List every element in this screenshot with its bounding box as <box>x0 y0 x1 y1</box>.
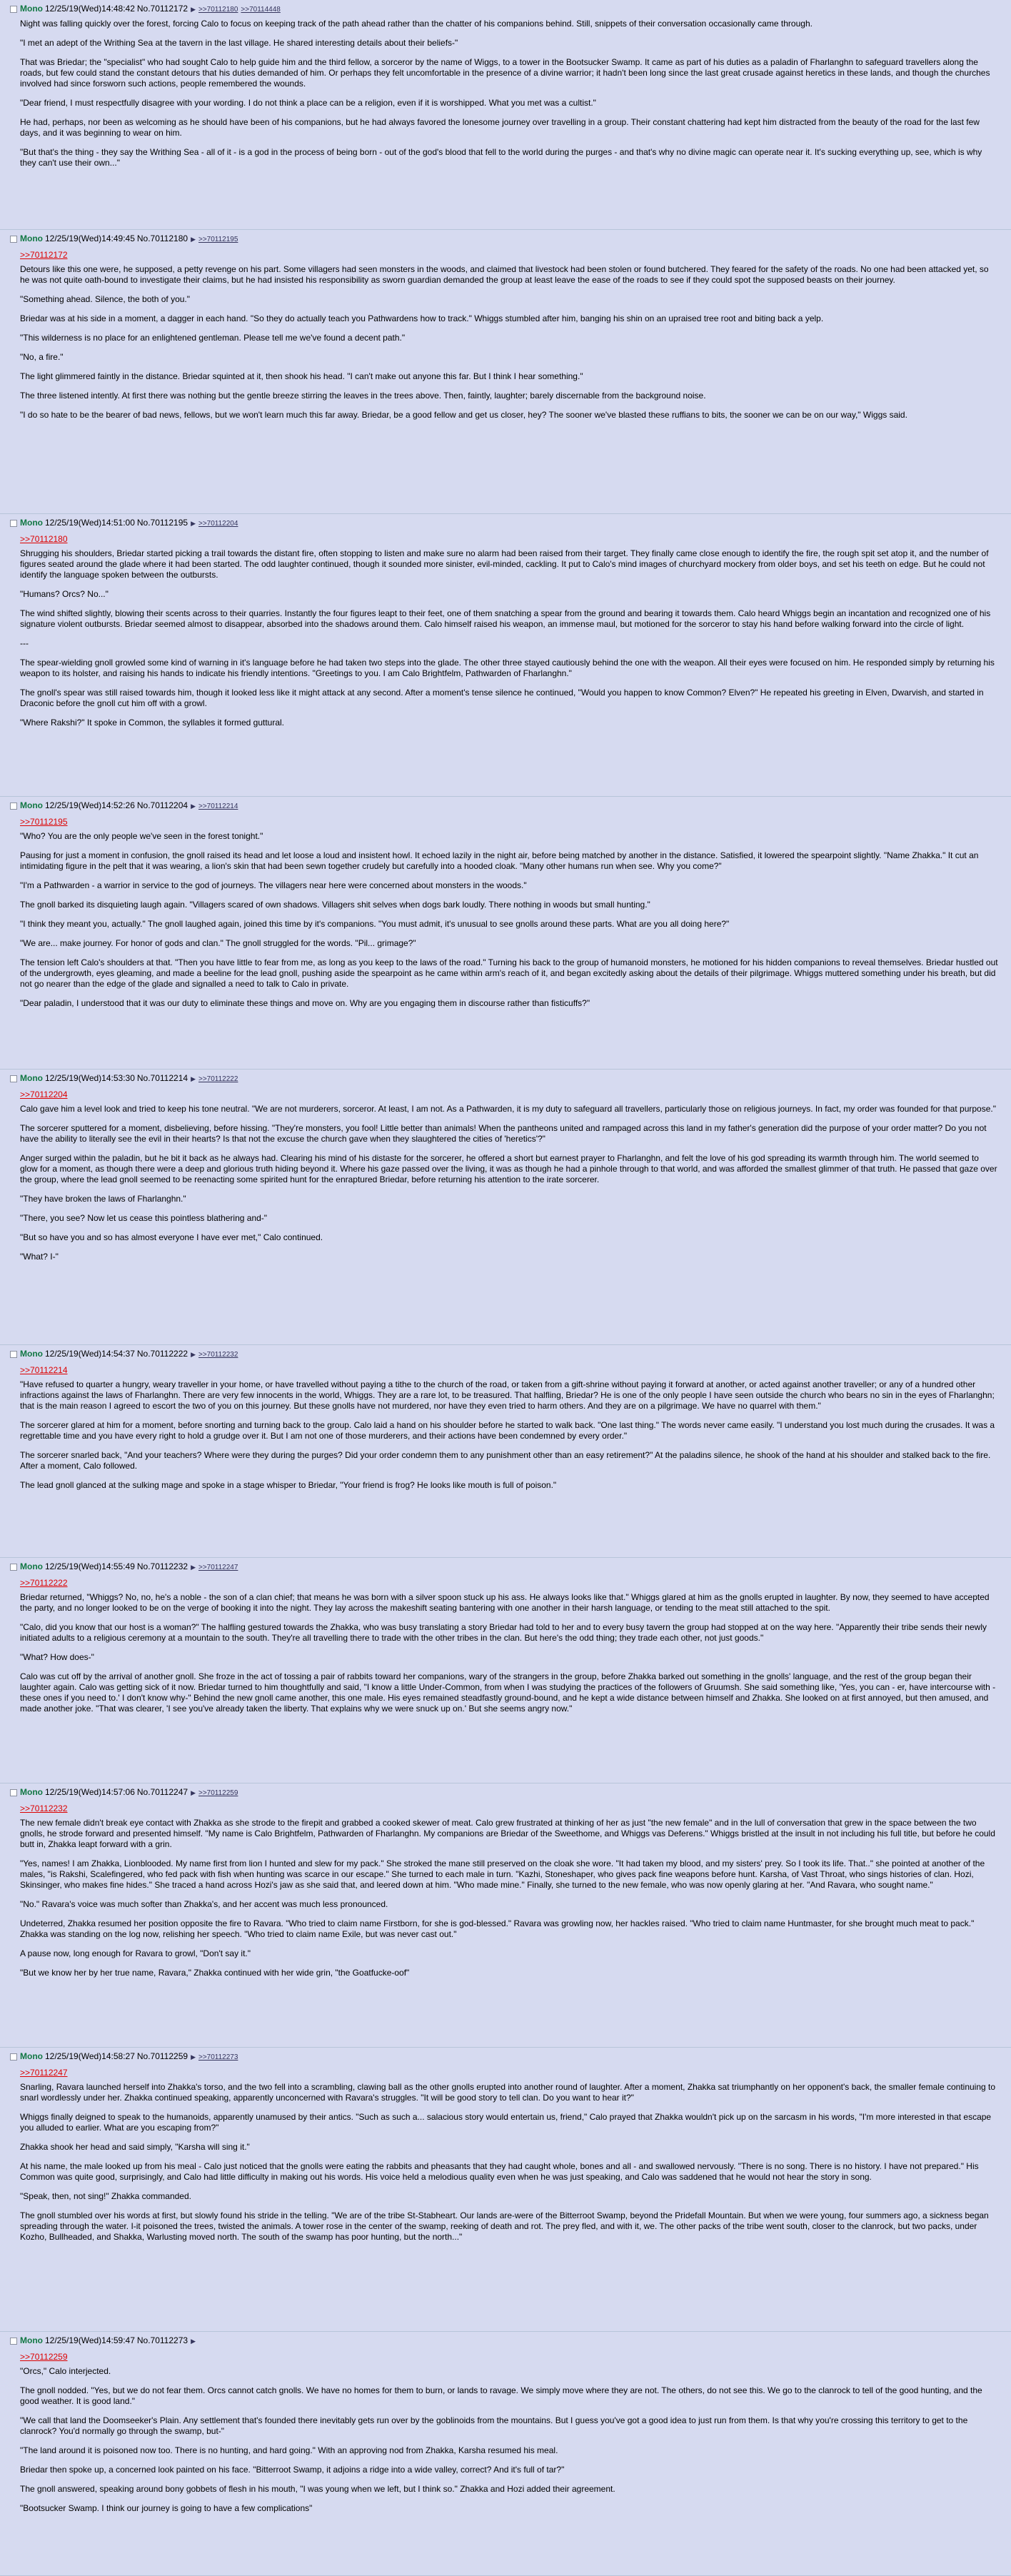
post-paragraph: A pause now, long enough for Ravara to growl, "Don't say it." <box>20 1948 251 1958</box>
post-number-link[interactable]: No.70112204 <box>136 800 188 810</box>
menu-arrow-icon[interactable]: ▶ <box>191 236 196 243</box>
post-header <box>10 1561 998 1572</box>
post-checkbox[interactable] <box>10 1564 17 1571</box>
post-paragraph: "What? I-" <box>20 1252 59 1262</box>
post-paragraph: "We call that land the Doomseeker's Plain. Any settlement that's founded there inevitably gets run over by the goblinoids from the mountains. But I guess you've got a good idea to just run from them. Is that why you're crossing this territory to get to the clanrock? You'd normally go through the swamp, but-" <box>20 2415 968 2436</box>
poster-name: Mono <box>20 518 43 528</box>
quote-link[interactable]: >>70112214 <box>20 1365 68 1375</box>
quote-link[interactable]: >>70112195 <box>20 817 68 827</box>
poster-name: Mono <box>20 1349 43 1359</box>
menu-arrow-icon[interactable]: ▶ <box>191 520 196 527</box>
post-date: 12/25/19(Wed)14:49:45 <box>45 233 135 243</box>
post <box>0 797 1011 1070</box>
post-checkbox[interactable] <box>10 2338 17 2345</box>
post-paragraph: Zhakka shook her head and said simply, "Karsha will sing it." <box>20 2142 250 2152</box>
quote-link[interactable]: >>70112232 <box>20 1803 68 1813</box>
post-paragraph: The gnoll answered, speaking around bony gobbets of flesh in his mouth, "I was young when we left, but I think so." Zhakka and Hozi added their agreement. <box>20 2484 615 2494</box>
post-date: 12/25/19(Wed)14:53:30 <box>45 1073 135 1083</box>
post-header <box>10 1348 998 1359</box>
post-paragraph: Shrugging his shoulders, Briedar started picking a trail towards the distant fire, often stopping to listen and make sure no alarm had been raised from their target. They finally came close enough to identify the fire, the rough spit set atop it, and the number of figures seated around the glade where it had been started. The odd laughter continued, though it sounded more sinister, evil-minded, cackling. It put to Calo's mind images of churchyard mockery from older boys, and set his teeth on edge. But he could not identify the language spoken between the outbursts. <box>20 548 989 580</box>
poster-name: Mono <box>20 4 43 14</box>
post <box>0 1558 1011 1783</box>
post-paragraph: Undeterred, Zhakka resumed her position opposite the fire to Ravara. "Who tried to claim name Firstborn, for she is god-blessed." Ravara was growling now, her hackles raised. "Who tried to claim name Huntmaster, for she brought much meat to pack." Zhakka was standing on the log now, relishing her speech. "Who tried to claim name Exile, but was never cast out." <box>20 1918 975 1939</box>
poster-name: Mono <box>20 2335 43 2345</box>
post-paragraph: "I think they meant you, actually." The gnoll laughed again, joined this time by it's companions. "You must admit, it's unusual to see gnolls around these parts. What are you all doing here?" <box>20 919 730 929</box>
post-header <box>10 517 998 528</box>
post-date: 12/25/19(Wed)14:48:42 <box>45 4 135 14</box>
backlink[interactable]: >>70114448 <box>241 6 281 14</box>
backlink[interactable]: >>70112232 <box>198 1351 238 1359</box>
post-paragraph: "I'm a Pathwarden - a warrior in service to the god of journeys. The villagers near here were concerned about monsters in the woods." <box>20 880 527 890</box>
post-paragraph: "The land around it is poisoned now too. There is no hunting, and hard going." With an approving nod from Zhakka, Karsha resumed his meal. <box>20 2445 558 2455</box>
post <box>0 2332 1011 2576</box>
post-paragraph: The gnoll nodded. "Yes, but we do not fear them. Orcs cannot catch gnolls. We have no homes for them to burn, or lands to ravage. We simply move where they are not. The others, do not see this. We go to the clanrock to tell of the good hunting, and the good weather. It is good land." <box>20 2385 982 2406</box>
post-checkbox[interactable] <box>10 236 17 243</box>
menu-arrow-icon[interactable]: ▶ <box>191 1351 196 1358</box>
post-paragraph: The sorcerer sputtered for a moment, disbelieving, before hissing. "They're monsters, you fool! Little better than animals! When the pantheons united and rampaged across this land in my father's generation did the purpose of your order matter? Do you not have the ability to literally see the evil in their hearts? Is that not the excuse the church gave when they slaughtered the cities of 'heretics'?" <box>20 1123 987 1144</box>
post-body <box>20 831 998 1009</box>
post-date: 12/25/19(Wed)14:54:37 <box>45 1349 135 1359</box>
poster-name: Mono <box>20 233 43 243</box>
post-number-link[interactable]: No.70112232 <box>136 1561 188 1571</box>
post-paragraph: The lead gnoll glanced at the sulking mage and spoke in a stage whisper to Briedar, "Your friend is frog? He looks like mouth is full of poison." <box>20 1480 557 1490</box>
post-header <box>10 1786 998 1798</box>
post-body <box>20 264 998 421</box>
post-paragraph: "Speak, then, not sing!" Zhakka commanded. <box>20 2191 191 2201</box>
post-paragraph: Pausing for just a moment in confusion, the gnoll raised its head and let loose a loud and insistent howl. It echoed lazily in the night air, before being matched by another in the distance. Satisfied, it lowered the spearpoint slightly. "Name Zhakka." It cut an intimidating figure in the pelt that it was wearing, a lion's skin that had been sewn together crudely but carefully into a hooded cloak. "Many other humans run when see. Why you come?" <box>20 850 979 871</box>
post-body <box>20 548 998 728</box>
post-paragraph: "Dear friend, I must respectfully disagree with your wording. I do not think a place can be a religion, even if it is worshipped. What you met was a cultist." <box>20 98 596 108</box>
backlink[interactable]: >>70112222 <box>198 1075 238 1083</box>
post-paragraph: He had, perhaps, nor been as welcoming as he should have been of his companions, but he had always favored the lonesome journey over travelling in a group. Their constant chattering had kept him distracted from the beauty of the road for the last few days, and it was beginning to wear on him. <box>20 117 980 138</box>
post-number-link[interactable]: No.70112222 <box>136 1349 188 1359</box>
quote-link[interactable]: >>70112259 <box>20 2352 68 2362</box>
post <box>0 2048 1011 2332</box>
post-header <box>10 233 998 244</box>
post <box>0 0 1011 230</box>
post-date: 12/25/19(Wed)14:58:27 <box>45 2051 135 2061</box>
post-number-link[interactable]: No.70112180 <box>136 233 188 243</box>
post-paragraph: "But so have you and so has almost everyone I have ever met," Calo continued. <box>20 1232 323 1242</box>
post-date: 12/25/19(Wed)14:57:06 <box>45 1787 135 1797</box>
post-number-link[interactable]: No.70112195 <box>136 518 188 528</box>
post-date: 12/25/19(Wed)14:55:49 <box>45 1561 135 1571</box>
post-paragraph: "What? How does-" <box>20 1652 94 1662</box>
post-paragraph: Briedar was at his side in a moment, a dagger in each hand. "So they do actually teach you Pathwardens how to track." Whiggs stumbled after him, banging his shin on an upraised tree root and biting back a yelp. <box>20 313 824 323</box>
post-header <box>10 1072 998 1084</box>
backlink[interactable]: >>70112259 <box>198 1789 238 1797</box>
quote-link[interactable]: >>70112204 <box>20 1090 68 1100</box>
backlink[interactable]: >>70112214 <box>198 803 238 810</box>
post-number-link[interactable]: No.70112273 <box>136 2335 188 2345</box>
post-paragraph: "Calo, did you know that our host is a woman?" The halfling gestured towards the Zhakka, who was busy translating a story Briedar had told to her and to every busy tavern the group had stopped at on the way here. "Apparently their tribe sends their newly initiated adults to a religious ceremony at a mountain to the south. They're all travelling there to trade with the other tribes in the clan. But here's the odd thing; they trade each other, not just goods." <box>20 1622 987 1643</box>
post-paragraph: At his name, the male looked up from his meal - Calo just noticed that the gnolls were eating the rabbits and pheasants that they had caught whole, bones and all - and swallowed nervously. "There is no song. There is no history. I have not prepared." His Common was quite good, surprisingly, and Calo had little difficulty in making out his words. His voice held a melodious quality even when he was just speaking, and Calo was saddened that he would not hear the story in song. <box>20 2161 979 2182</box>
post-paragraph: That was Briedar; the "specialist" who had sought Calo to help guide him and the third fellow, a sorceror by the name of Wiggs, to a tower in the Bootsucker Swamp. It came as part of his duties as a paladin of Fharlanghn to safeguard travellers along the roads, but few could stand the constant detours that his duties demanded of him. Or perhaps they felt uncomfortable in the presence of a divine warrior; it hadn't been long since the last great crusade against heretics in these lands, and though the churches involved had since forsworn such actions, people remembered the wounds. <box>20 57 990 89</box>
quote-link[interactable]: >>70112222 <box>20 1578 68 1588</box>
post-paragraph: "Where Rakshi?" It spoke in Common, the syllables it formed guttural. <box>20 718 285 728</box>
post-paragraph: Calo gave him a level look and tried to keep his tone neutral. "We are not murderers, sorceror. At least, I am not. As a Pathwarden, it is my duty to safeguard all travellers, particularly those on religious journeys. In fact, my order was founded for that purpose." <box>20 1104 996 1114</box>
post-paragraph: The light glimmered faintly in the distance. Briedar squinted at it, then shook his head. "I can't make out anyone this far. But I think I hear something." <box>20 371 583 381</box>
post-paragraph: Snarling, Ravara launched herself into Zhakka's torso, and the two fell into a scrambling, clawing ball as the other gnolls erupted into another round of laughter. After a moment, Zhakka sat triumphantly on her opponent's back, the smaller female continuing to snarl wordlessly under her. Zhakka continued speaking, apparently unconcerned with Ravara's struggles. "It will be good story to tell clan. Do you want to hear it?" <box>20 2082 996 2103</box>
post <box>0 230 1011 514</box>
menu-arrow-icon[interactable]: ▶ <box>191 2053 196 2061</box>
post-paragraph: The gnoll's spear was still raised towards him, though it looked less like it might attack at any second. After a moment's tense silence he continued, "Would you happen to know Common? Elven?" He repeated his greeting in Elven, Dwarvish, and started in Draconic before the gnoll cut him off with a growl. <box>20 688 984 708</box>
post-checkbox[interactable] <box>10 1075 17 1082</box>
post-paragraph: "Have refused to quarter a hungry, weary traveller in your home, or have travelled without paying a tithe to the church of the road, or taken from a gift-shrine without paying it forward at another, or acted against another traveller; or any of a hundred other infractions against the laws of Fharlanghn. There are very few innocents in the world, Whiggs. They are a rare lot, to be treasured. That halfling, Briedar? He is one of the only people I have seen outside the church who bears no sin in the eyes of Fharlanghn; that is the main reason I agreed to escort the two of you on this journey. But these gnolls have not murdered, nor have they even tried to harm others. And they are on a pilgrimage. We have no quarrel with them." <box>20 1379 995 1411</box>
menu-arrow-icon[interactable]: ▶ <box>191 1075 196 1082</box>
poster-name: Mono <box>20 2051 43 2061</box>
post-number-link[interactable]: No.70112214 <box>136 1073 188 1083</box>
post-body <box>20 2366 998 2514</box>
post-paragraph: Whiggs finally deigned to speak to the humanoids, apparently unamused by their antics. "Such as such a... salacious story would entertain us, friend," Calo prayed that Zhakka wouldn't pick up on the sarcasm in his words, "I'm more interested in that escape you alluded to earlier. What are you escaping from?" <box>20 2112 992 2133</box>
post-paragraph: Anger surged within the paladin, but he bit it back as he always had. Clearing his mind of his distaste for the sorcerer, he offered a short but earnest prayer to Fharlanghn, and felt the love of his god spreading its warmth through him. The world seemed to glow for a moment, as though there were a deep and glorious truth hiding beyond it. Where his gaze passed over the living, it was as though he had a pinhole through to that world, and was afforded the smallest glimmer of that truth. He passed that gaze over the group, where the lead gnoll seemed to be reenacting some spirited hunt for the enraptured Briedar, before returning his attention to the irate sorcerer. <box>20 1153 997 1184</box>
post-checkbox[interactable] <box>10 520 17 527</box>
post-body <box>20 2082 998 2243</box>
post-checkbox[interactable] <box>10 2053 17 2061</box>
post-paragraph: "Bootsucker Swamp. I think our journey is going to have a few complications" <box>20 2503 313 2513</box>
backlink[interactable]: >>70112180 <box>198 6 238 14</box>
post-paragraph: "Who? You are the only people we've seen in the forest tonight." <box>20 831 263 841</box>
post-paragraph: The new female didn't break eye contact with Zhakka as she strode to the firepit and grabbed a cooked skewer of meat. Calo grew frustrated at thinking of her as just "the new female" and in the lull of conversation that grew in the space between the two gnolls, he strode forward and presented himself. "My name is Calo Brightfelm, Pathwarden of Fharlanghn. My companions are Briedar of the Sweethome, and Whiggs vas Deferens." Whiggs bristled at the insult in not including his full title, but before he could butt in, Zhakka leapt forward with a grin. <box>20 1818 995 1849</box>
post-checkbox[interactable] <box>10 1789 17 1796</box>
post-paragraph: The tension left Calo's shoulders at that. "Then you have little to fear from me, as long as you keep to the laws of the road." Turning his back to the group of humanoid monsters, he motioned for his hidden companions to reveal themselves. Briedar hustled out of the undergrowth, eyes gleaming, and made a beeline for the lead gnoll, pushing aside the spearpoint as he came within arm's reach of it, and began excitedly asking about the details of their pilgrimage. Whiggs muttered something under his breath, but did not go nearer than the edge of the glade and signalled a need to talk to Calo in private. <box>20 957 998 989</box>
menu-arrow-icon[interactable]: ▶ <box>191 2338 196 2345</box>
post-paragraph: "We are... make journey. For honor of gods and clan." The gnoll struggled for the words. "Pil... grimage?" <box>20 938 416 948</box>
post-header <box>10 800 998 811</box>
post-header <box>10 2051 998 2062</box>
post <box>0 1070 1011 1345</box>
post-paragraph: The sorcerer glared at him for a moment, before snorting and turning back to the group. Calo laid a hand on his shoulder before he started to walk back. "One last thing." The words never came easily. "I understand you lost much during the crusades. It was a regrettable time and you have every right to hold a grudge over it. But I am not one of those murderers, and their actions have been condemned by every order." <box>20 1420 995 1441</box>
post-number-link[interactable]: No.70112259 <box>136 2051 188 2061</box>
post-paragraph: --- <box>20 638 29 648</box>
post-body <box>20 19 998 168</box>
post <box>0 1345 1011 1558</box>
post-paragraph: "Yes, names! I am Zhakka, Lionblooded. My name first from lion I hunted and slew for my pack." She stroked the mane still preserved on the cloak she wore. "It had taken my blood, and my sisters' prey. So I took its life. That.." she pointed at another of the males, "is Rakshi, Scalefingered, who fed pack with fish when hunting was scarce in our escape." She turned to each male in turn. "Kazhi, Stoneshaper, who gives pack fine weapons before hunt. Karsha, of Vast Throat, who sings histories of clan. Hozi, Skinsinger, who makes fine hides." She traced a hand across Hozi's jaw as she said that, and leered down at him. "Who made mine." Finally, she turned to the new female, who was now openly glaring at her. "And Ravara, who sought name." <box>20 1858 985 1890</box>
menu-arrow-icon[interactable]: ▶ <box>191 803 196 810</box>
post-paragraph: The gnoll barked its disquieting laugh again. "Villagers scared of own shadows. Villagers shit selves when dogs bark loudly. There nothing in woods but small hunting." <box>20 900 650 910</box>
post-paragraph: "There, you see? Now let us cease this pointless blathering and-" <box>20 1213 268 1223</box>
post-date: 12/25/19(Wed)14:59:47 <box>45 2335 135 2345</box>
post-paragraph: "Something ahead. Silence, the both of you." <box>20 294 191 304</box>
backlink[interactable]: >>70112204 <box>198 520 238 528</box>
poster-name: Mono <box>20 1073 43 1083</box>
post-number-link[interactable]: No.70112247 <box>136 1787 188 1797</box>
post-paragraph: The spear-wielding gnoll growled some kind of warning in it's language before he had taken two steps into the glade. The other three stayed cautiously behind the one with the weapon. All their eyes were focused on him. He responded simply by returning his weapon to its holster, and raising his hands to indicate his friendly intentions. "Greetings to you. I am Calo Brightfelm, Pathwarden of Fharlanghn." <box>20 658 995 678</box>
post-number-link[interactable]: No.70112172 <box>136 4 188 14</box>
post-paragraph: "But we know her by her true name, Ravara," Zhakka continued with her wide grin, "the Goatfucke-oof" <box>20 1968 410 1978</box>
poster-name: Mono <box>20 800 43 810</box>
post-paragraph: Briedar returned, "Whiggs? No, no, he's a noble - the son of a clan chief; that means he was born with a silver spoon stuck up his ass. He always looks like that." Whiggs glared at him as the gnolls erupted in laughter. By now, they seemed to have accepted the party, and no longer looked to be on the verge of booking it into the night. They lay across the makeshift seating bantering with one another in their harsh language, or tending to the meat still attached to the spit. <box>20 1592 990 1613</box>
menu-arrow-icon[interactable]: ▶ <box>191 1789 196 1796</box>
menu-arrow-icon[interactable]: ▶ <box>191 6 196 13</box>
post-paragraph: Detours like this one were, he supposed, a petty revenge on his part. Some villagers had seen monsters in the woods, and claimed that livestock had been stolen or found butchered. They feared for the safety of the roads. No one had been attacked yet, so he was not quite oath-bound to investigate their claims, but he had insisted his responsibility as sworn guardian demanded the group at least leave the ease of the roads to see if they could spot the supposed beasts on their journey. <box>20 264 989 285</box>
post-paragraph: "Orcs," Calo interjected. <box>20 2366 111 2376</box>
post-paragraph: "They have broken the laws of Fharlanghn." <box>20 1194 186 1204</box>
post-paragraph: "Humans? Orcs? No..." <box>20 589 109 599</box>
post-body <box>20 1379 998 1491</box>
post-paragraph: The sorcerer snarled back, "And your teachers? Where were they during the purges? Did your order condemn them to any punishment other than an easy retirement?" At the paladins silence, he shook of the hand at his shoulder and stalked back to the fire. After a moment, Calo followed. <box>20 1450 991 1471</box>
post-paragraph: The three listened intently. At first there was nothing but the gentle breeze stirring the leaves in the trees above. Then, faintly, laughter; barely discernable from the background noise. <box>20 391 706 401</box>
post-checkbox[interactable] <box>10 1351 17 1358</box>
poster-name: Mono <box>20 1787 43 1797</box>
post-paragraph: The wind shifted slightly, blowing their scents across to their quarries. Instantly the four figures leapt to their feet, one of them snatching a spear from the ground and bearing it towards them. Calo heard Whiggs begin an incantation and recognized one of his signature violent outbursts. Briedar seemed almost to disappear, absorbed into the shadows around them. Calo himself raised his weapon, an immense maul, but motioned for the sorceror to stay his hand before walking forward into the circle of light. <box>20 608 991 629</box>
backlink[interactable]: >>70112195 <box>198 236 238 243</box>
menu-arrow-icon[interactable]: ▶ <box>191 1564 196 1571</box>
post-paragraph: "But that's the thing - they say the Writhing Sea - all of it - is a god in the process of being born - out of the god's blood that fell to the world during the purges - and that's why no divine magic can operate near it. It's sucking everything up, see, which is why they can't use their own..." <box>20 147 982 168</box>
post-header <box>10 2335 998 2346</box>
post-paragraph: "I met an adept of the Writhing Sea at the tavern in the last village. He shared interesting details about their beliefs-" <box>20 38 458 48</box>
post-paragraph: Calo was cut off by the arrival of another gnoll. She froze in the act of tossing a pair of rabbits toward her companions, wary of the strangers in the group, before Zhakka barked out something in the gnolls' language, and the rest of the group began their laughter again. Calo was getting sick of it now. Briedar turned to him thoughtfully and said, "I know a little Under-Common, from when I was studying the practices of the followers of Gruumsh. She said something like, 'Yes, you can - er, have intercourse with - these ones if you need to.' I don't know why-" Behind the new gnoll came another, this one male. His eyes remained steadfastly ground-bound, and he kept a wide distance between himself and Zhakka. She looked on at first annoyed, but then amused, and made another joke. "That was clearer, 'I see you've already taken the liberty. That explains why we were snuck up on.' But she seems angry now." <box>20 1671 996 1714</box>
post-body <box>20 1592 998 1714</box>
quote-link[interactable]: >>70112247 <box>20 2068 68 2078</box>
post-date: 12/25/19(Wed)14:51:00 <box>45 518 135 528</box>
quote-link[interactable]: >>70112172 <box>20 250 68 260</box>
post-paragraph: Night was falling quickly over the forest, forcing Calo to focus on keeping track of the path ahead rather than the chatter of his companions behind. Still, snippets of their conversation occasionally came through. <box>20 19 813 29</box>
post <box>0 1783 1011 2048</box>
post-header <box>10 3 998 14</box>
post-checkbox[interactable] <box>10 803 17 810</box>
post <box>0 514 1011 797</box>
post-paragraph: "No." Ravara's voice was much softer than Zhakka's, and her accent was much less pronounced. <box>20 1899 388 1909</box>
post-date: 12/25/19(Wed)14:52:26 <box>45 800 135 810</box>
backlink[interactable]: >>70112273 <box>198 2053 238 2061</box>
post-paragraph: "I do so hate to be the bearer of bad news, fellows, but we won't learn much this far away. Briedar, be a good fellow and get us closer, hey? The sooner we've blasted these ruffians to bits, the sooner we can be on our way," Wiggs said. <box>20 410 907 420</box>
backlink[interactable]: >>70112247 <box>198 1564 238 1571</box>
post-paragraph: "This wilderness is no place for an enlightened gentleman. Please tell me we've found a decent path." <box>20 333 406 343</box>
post-paragraph: "No, a fire." <box>20 352 64 362</box>
post-paragraph: "Dear paladin, I understood that it was our duty to eliminate these things and move on. Why are you engaging them in discourse rather than fisticuffs?" <box>20 998 590 1008</box>
post-body <box>20 1818 998 1978</box>
poster-name: Mono <box>20 1561 43 1571</box>
post-paragraph: Briedar then spoke up, a concerned look painted on his face. "Bitterroot Swamp, it adjoins a ridge into a wide valley, correct? And it's full of tar?" <box>20 2465 565 2475</box>
quote-link[interactable]: >>70112180 <box>20 534 68 544</box>
post-checkbox[interactable] <box>10 6 17 13</box>
post-paragraph: The gnoll stumbled over his words at first, but slowly found his stride in the telling. "We are of the tribe St-Stabheart. Our lands are-were of the Bitterroot Swamp, beyond the Pridefall Mountain. But when we were young, four summers ago, a sickness began spreading through the water. I-it poisoned the trees, twisted the animals. A tower rose in the center of the swamp, reeking of death and rot. The prey fled, and with it, we. The other packs of the tribe went south, closer to the clanrock, but two packs, under Kozho, Bullheaded, and Shakka, Warlusting moved north. The south of the swamp has poor hunting, but the north..." <box>20 2210 989 2242</box>
post-body <box>20 1104 998 1262</box>
